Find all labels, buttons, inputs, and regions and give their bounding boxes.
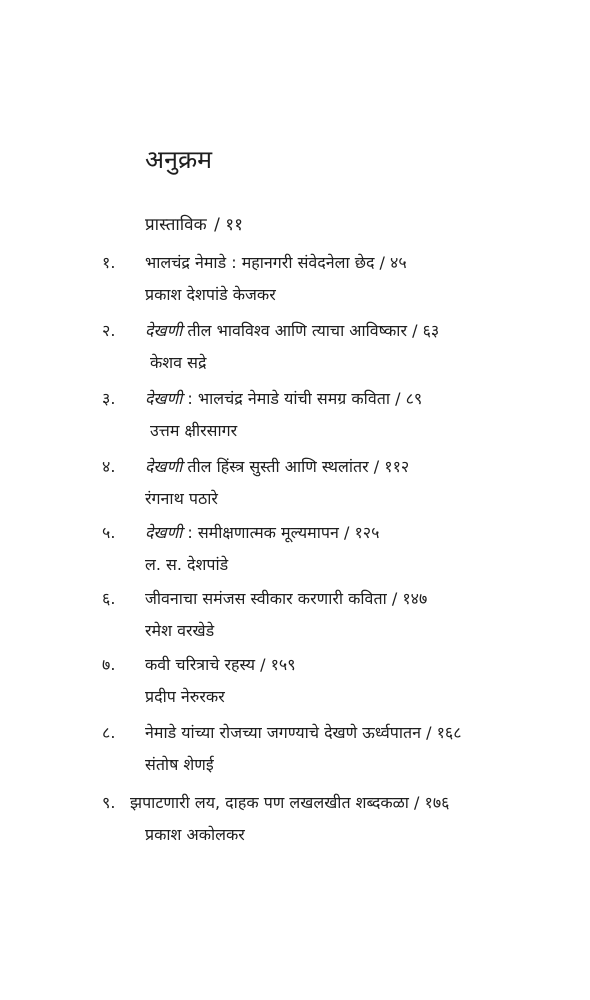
- entry-title-text: भालचंद्र नेमाडे : महानगरी संवेदनेला छेद: [145, 253, 375, 272]
- entry-title-text: तील भावविश्व आणि त्याचा आविष्कार: [182, 321, 407, 340]
- entry-title-text: : समीक्षणात्मक मूल्यमापन: [182, 523, 339, 542]
- entry-title: [145, 520, 379, 546]
- entry-page: ८९: [405, 389, 423, 408]
- entry-title-italic: देखणी: [145, 321, 183, 340]
- contents-entry-1: [0, 250, 590, 314]
- contents-entry-7: [0, 652, 590, 716]
- entry-author: प्रकाश अकोलकर: [145, 825, 245, 844]
- entry-title: [145, 720, 462, 746]
- separator: /: [395, 389, 401, 408]
- separator: /: [260, 655, 266, 674]
- entry-number: ५.: [102, 523, 116, 542]
- entry-title-text: झपाटणारी लय, दाहक पण लखलखीत शब्दकळा: [130, 793, 409, 812]
- entry-author: रमेश वरखेडे: [145, 621, 215, 640]
- entry-author: प्रकाश देशपांडे केजकर: [145, 285, 276, 304]
- entry-title-italic: देखणी: [145, 389, 183, 408]
- entry-number: ६.: [102, 589, 116, 608]
- entry-page: ४५: [390, 253, 407, 272]
- contents-entry-6: [0, 586, 590, 650]
- contents-entry-2: [0, 318, 590, 382]
- contents-entry-8: [0, 720, 590, 784]
- entry-title: [145, 250, 407, 276]
- separator: /: [373, 457, 380, 476]
- separator: /: [214, 215, 220, 235]
- entry-title-italic: देखणी: [145, 457, 183, 476]
- entry-author: ल. स. देशपांडे: [145, 555, 229, 574]
- entry-title-text: कवी चरित्राचे रहस्य: [145, 655, 256, 674]
- entry-title: [130, 790, 450, 816]
- entry-page: ११२: [384, 457, 410, 476]
- entry-title: [145, 318, 439, 344]
- entry-number: ९.: [102, 793, 116, 812]
- separator: /: [414, 793, 420, 812]
- entry-page: १४७: [402, 589, 428, 608]
- entry-title-text: तील हिंस्त्र सुस्ती आणि स्थलांतर: [182, 457, 369, 476]
- entry-author: प्रदीप नेरुरकर: [145, 687, 225, 706]
- separator: /: [426, 723, 432, 742]
- preface-entry: [145, 212, 243, 238]
- entry-title: [145, 386, 422, 412]
- entry-title: [145, 454, 409, 480]
- entry-title-italic: देखणी: [145, 523, 183, 542]
- entry-page: १६८: [436, 723, 462, 742]
- contents-entry-5: [0, 520, 590, 584]
- entry-page: १७६: [424, 793, 450, 812]
- entry-page: ६३: [422, 321, 440, 340]
- contents-entry-4: [0, 454, 590, 518]
- entry-number: ४.: [102, 457, 116, 476]
- entry-number: ८.: [102, 723, 116, 742]
- separator: /: [343, 523, 350, 542]
- entry-number: १.: [102, 253, 116, 272]
- entry-number: २.: [102, 321, 116, 340]
- entry-title: [145, 652, 296, 678]
- entry-title-text: नेमाडे यांच्या रोजच्या जगण्याचे देखणे ऊर्ध्वपातन: [145, 723, 422, 742]
- entry-title: [145, 586, 427, 612]
- entry-author: संतोष शेणई: [145, 755, 214, 774]
- preface-page: ११: [225, 215, 243, 235]
- contents-entry-3: [0, 386, 590, 450]
- page-title: अनुक्रम: [145, 145, 213, 174]
- separator: /: [391, 589, 398, 608]
- entry-title-text: जीवनाचा समंजस स्वीकार करणारी कविता: [145, 589, 387, 608]
- entry-number: ३.: [102, 389, 116, 408]
- entry-page: १२५: [354, 523, 380, 542]
- entry-author: केशव सद्रे: [150, 353, 207, 372]
- entry-author: उत्तम क्षीरसागर: [150, 421, 238, 440]
- entry-title-text: : भालचंद्र नेमाडे यांची समग्र कविता: [182, 389, 390, 408]
- contents-entry-9: [0, 790, 590, 854]
- entry-author: रंगनाथ पठारे: [145, 489, 218, 508]
- entry-number: ७.: [102, 655, 116, 674]
- preface-title: प्रास्ताविक: [145, 215, 207, 235]
- separator: /: [412, 321, 418, 340]
- entry-page: १५९: [270, 655, 296, 674]
- separator: /: [379, 253, 385, 272]
